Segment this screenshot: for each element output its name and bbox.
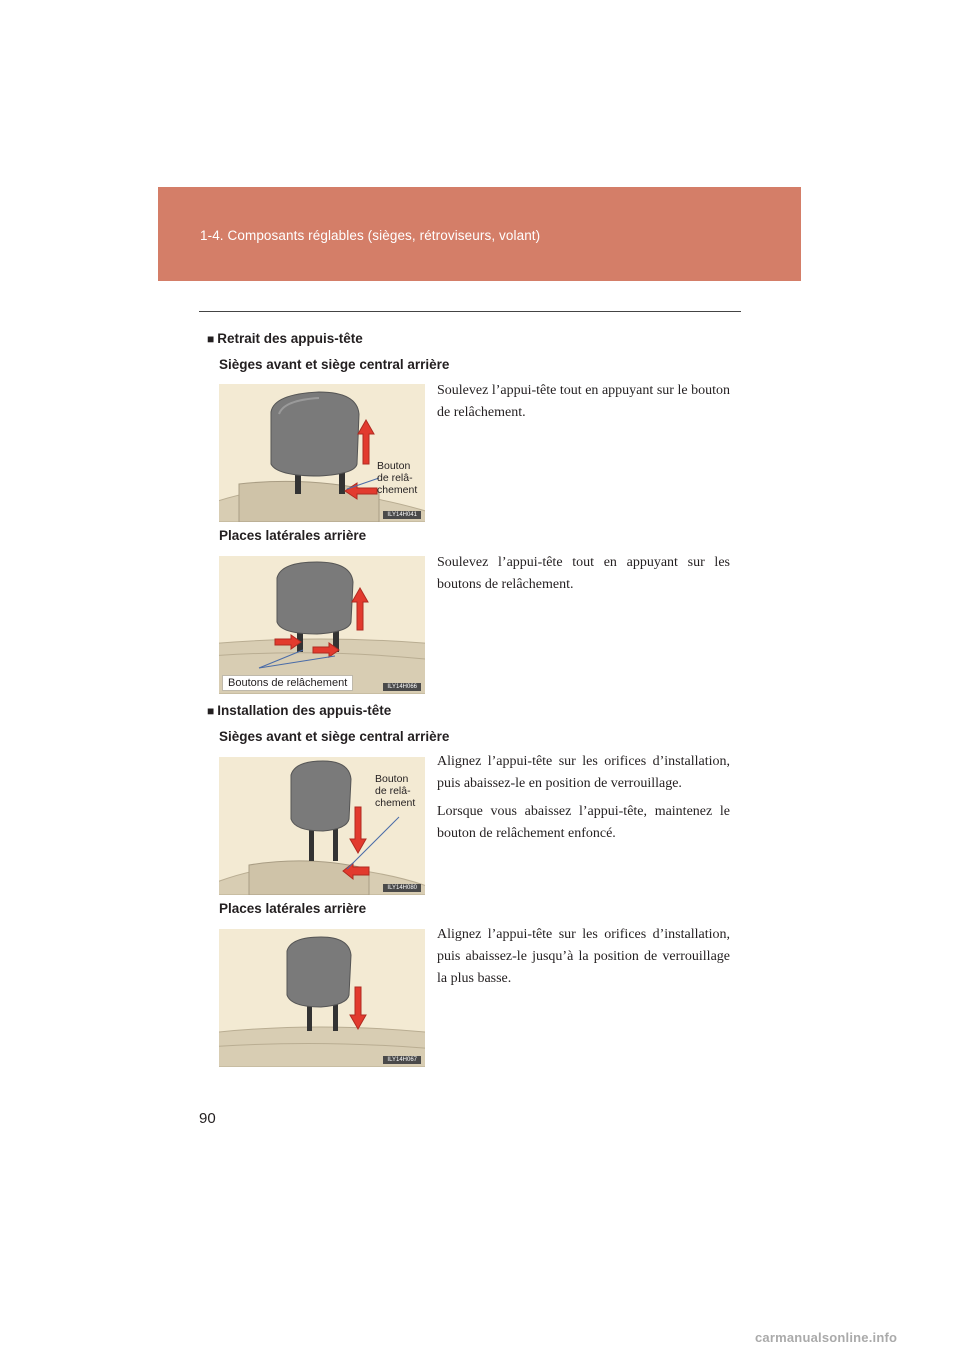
install-front-subtitle: Sièges avant et siège central arrière xyxy=(219,729,450,744)
removal-rear-subtitle: Places latérales arrière xyxy=(219,528,367,543)
chapter-header-band xyxy=(158,187,801,281)
illustration-removal-front xyxy=(219,384,425,522)
removal-front-subtitle: Sièges avant et siège central arrière xyxy=(219,357,450,372)
image-code: ILY14H041 xyxy=(383,511,421,519)
header-rule xyxy=(199,311,741,312)
square-bullet-icon: ■ xyxy=(207,332,215,346)
square-bullet-icon: ■ xyxy=(207,704,215,718)
install-heading xyxy=(207,703,391,718)
release-button-callout: Bouton de relâ- chement xyxy=(375,773,416,809)
removal-front-description: Soulevez l’appui-tête tout en appuyant sur le bouton de relâchement. xyxy=(437,383,730,420)
install-title: Installation des appuis-tête xyxy=(217,703,392,718)
removal-title: Retrait des appuis-tête xyxy=(217,331,363,346)
illustration-install-rear xyxy=(219,929,425,1067)
rear-headrest-lift-illustration xyxy=(219,556,425,694)
install-rear-description: Alignez l’appui-tête sur les orifices d’installation, puis abaissez-le jusqu’à la position de verrouillage la plus basse. xyxy=(437,927,730,986)
illustration-removal-rear xyxy=(219,556,425,694)
image-code: ILY14H080 xyxy=(383,884,421,892)
watermark: carmanualsonline.info xyxy=(755,1330,898,1345)
headrest-lift-illustration xyxy=(219,384,425,522)
image-code: ILY14H066 xyxy=(383,683,421,691)
removal-rear-description: Soulevez l’appui-tête tout en appuyant sur les boutons de relâchement. xyxy=(437,555,730,592)
release-buttons-callout: Boutons de relâchement xyxy=(222,675,353,691)
rear-headrest-lower-illustration xyxy=(219,929,425,1067)
image-code: ILY14H067 xyxy=(383,1056,421,1064)
release-button-callout: Bouton de relâ- chement xyxy=(377,460,418,496)
illustration-install-front xyxy=(219,757,425,895)
removal-heading xyxy=(207,331,363,346)
chapter-title: 1-4. Composants réglables (sièges, rétroviseurs, volant) xyxy=(200,228,541,243)
install-rear-subtitle: Places latérales arrière xyxy=(219,901,367,916)
install-front-description: Alignez l’appui-tête sur les orifices d’installation, puis abaissez-le en position de verrouillage. Lorsque vous abaissez l’appui-tête, maintenez le bouton de relâchement enfoncé. xyxy=(437,754,730,841)
page-number: 90 xyxy=(199,1110,216,1127)
